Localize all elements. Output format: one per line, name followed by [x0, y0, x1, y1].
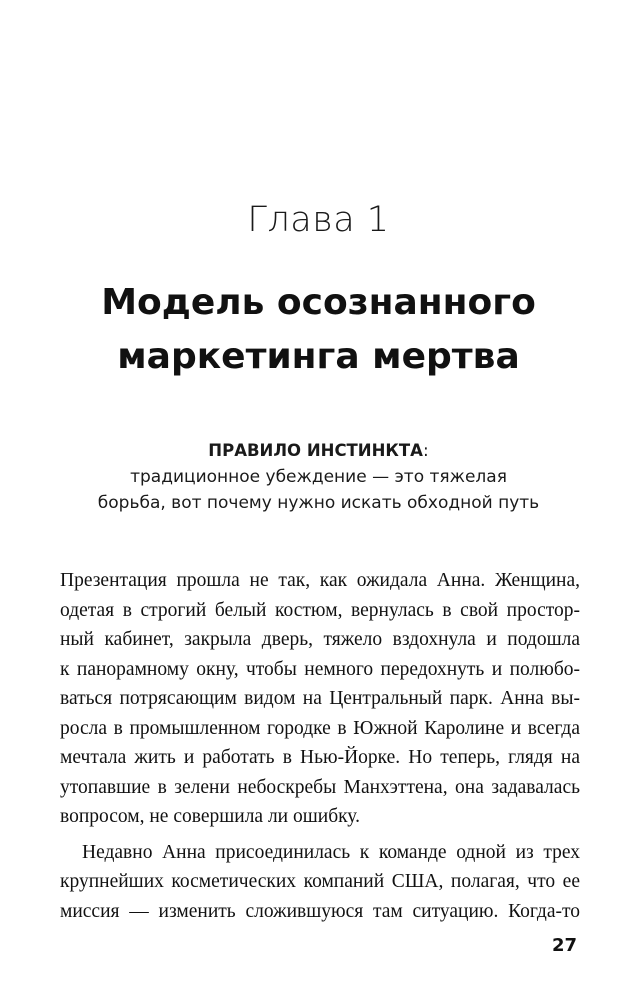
chapter-label: Глава 1 — [247, 200, 390, 240]
rule-heading-line — [0, 438, 637, 464]
rule-heading: ПРАВИЛО ИНСТИНКТА — [208, 441, 423, 460]
paragraph-1-line: вопросом, не совершила ли ошибку. — [60, 806, 360, 827]
rule-heading-colon: : — [422, 441, 429, 461]
paragraph-1-line: одетая в строгий белый костюм, вернулась в свой простор- — [60, 599, 580, 621]
rule-epigraph — [0, 438, 637, 516]
paragraph-1-line: мечтала жить и работать в Нью-Йорке. Но теперь, глядя на — [60, 747, 580, 768]
chapter-title-line-1: Модель осознанного — [101, 282, 536, 323]
paragraph-2-line: крупнейших косметических компаний США, полагая, что ее — [60, 871, 580, 892]
chapter-title-line-2: маркетинга мертва — [117, 336, 520, 377]
paragraph-2-line: Недавно Анна присоединилась к команде одной из трех — [82, 841, 580, 863]
paragraph-1-line: ваться потрясающим видом на Центральный парк. Анна вы- — [60, 688, 580, 709]
paragraph-1-line: утопавшие в зелени небоскребы Манхэттена, она задавалась — [60, 776, 580, 798]
rule-text-line-1: традиционное убеждение — это тяжелая — [130, 467, 507, 487]
body-text — [60, 566, 580, 926]
paragraph-1-line: росла в промышленном городке в Южной Каролине и всегда — [60, 717, 580, 739]
paragraph-1-line: Презентация прошла не так, как ожидала Анна. Женщина, — [60, 570, 580, 591]
chapter-title — [0, 276, 637, 384]
page-number: 27 — [551, 935, 577, 956]
rule-text-line-2: борьба, вот почему нужно искать обходной путь — [97, 493, 540, 513]
paragraph-1-line: ный кабинет, закрыла дверь, тяжело вздохнула и подошла — [60, 629, 580, 650]
paragraph-2-line: миссия — изменить сложившуюся там ситуацию. Когда-то — [60, 900, 580, 922]
paragraph-1-line: к панорамному окну, чтобы немного передохнуть и полюбо- — [60, 658, 580, 680]
